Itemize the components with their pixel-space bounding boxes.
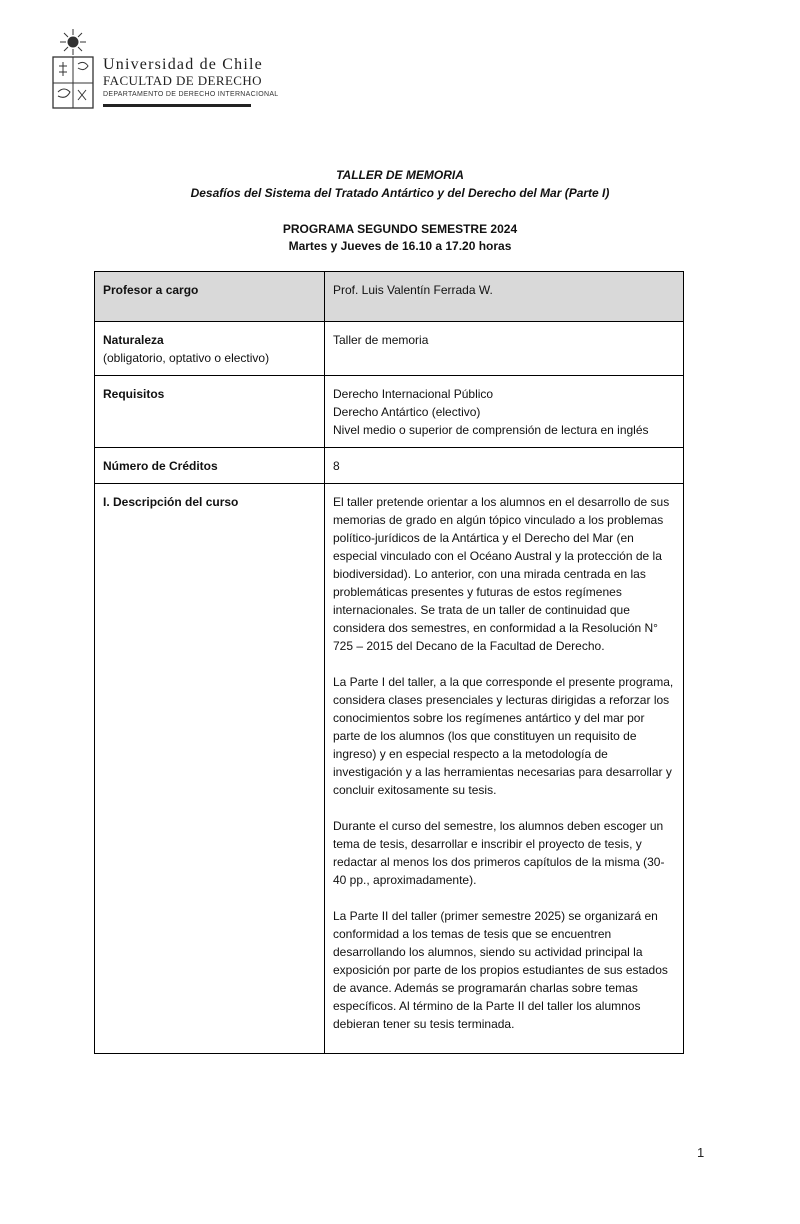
schedule-heading: Martes y Jueves de 16.10 a 17.20 horas	[288, 239, 512, 253]
table-row-nature	[95, 322, 684, 376]
document-title: TALLER DE MEMORIA	[336, 168, 464, 182]
description-paragraph: La Parte II del taller (primer semestre 2025) se organizará en conformidad a los temas de tesis que se encuentren desarrollando los alumnos, siendo su actividad principal la exposición por parte de los propios estudiantes de sus estados de avance. Además se programarán charlas sobre temas específicos. Al término de la Parte II del taller los alumnos debieran tener su tesis terminada.	[333, 909, 668, 1031]
professor-label: Profesor a cargo	[95, 272, 325, 322]
nature-value: Taller de memoria	[325, 322, 684, 376]
description-paragraph: El taller pretende orientar a los alumnos en el desarrollo de sus memorias de grado en algún tópico vinculado a los problemas político-jurídicos de la Antártica y el Derecho del Mar (en especial vinculado con el Océano Austral y la protección de la biodiversidad). Lo anterior, con una mirada centrada en las problemáticas presentes y futuras de estos regímenes internacionales. Se trata de un taller de continuidad que considera dos semestres, en conformidad a la Resolución N° 725 – 2015 del Decano de la Facultad de Derecho.	[333, 495, 670, 653]
table-row-description	[95, 484, 684, 1054]
description-value	[325, 484, 684, 1054]
description-label: I. Descripción del curso	[95, 484, 325, 1054]
table-row-credits	[95, 448, 684, 484]
department-name: DEPARTAMENTO DE DERECHO INTERNACIONAL	[103, 91, 279, 98]
nature-sublabel: (obligatorio, optativo o electivo)	[103, 351, 270, 365]
syllabus-table	[94, 271, 684, 1054]
university-crest-icon	[50, 28, 96, 110]
page-number: 1	[697, 1145, 705, 1160]
requirement-item: Derecho Antártico (electivo)	[333, 405, 481, 419]
professor-value: Prof. Luis Valentín Ferrada W.	[325, 272, 684, 322]
requirement-item: Derecho Internacional Público	[333, 387, 494, 401]
program-heading: PROGRAMA SEGUNDO SEMESTRE 2024	[282, 222, 518, 236]
faculty-name: FACULTAD DE DERECHO	[103, 73, 262, 88]
requirements-label: Requisitos	[95, 376, 325, 448]
nature-label-cell	[95, 322, 325, 376]
credits-value: 8	[325, 448, 684, 484]
description-paragraph: La Parte I del taller, a la que corresponde el presente programa, considera clases presenciales y lecturas dirigidas a reforzar los conocimientos sobre los regímenes antártico y del mar por parte de los alumnos (los que constituyen un requisito de ingreso) y en especial respecto a la metodología de investigación y a las herramientas necesarias para desarrollar y concluir exitosamente su tesis.	[333, 675, 674, 797]
table-row-professor	[95, 272, 684, 322]
header-rule	[103, 104, 251, 107]
requirements-value	[325, 376, 684, 448]
nature-label: Naturaleza	[103, 333, 164, 347]
credits-label: Número de Créditos	[95, 448, 325, 484]
document-subtitle: Desafíos del Sistema del Tratado Antártico y del Derecho del Mar (Parte I)	[190, 186, 610, 200]
description-paragraph: Durante el curso del semestre, los alumnos deben escoger un tema de tesis, desarrollar e inscribir el proyecto de tesis, y redactar al menos los dos primeros capítulos de la misma (30-40 pp., aproximadamente).	[333, 819, 665, 887]
table-row-requirements	[95, 376, 684, 448]
requirement-item: Nivel medio o superior de comprensión de lectura en inglés	[333, 423, 649, 437]
university-name: Universidad de Chile	[103, 56, 263, 73]
